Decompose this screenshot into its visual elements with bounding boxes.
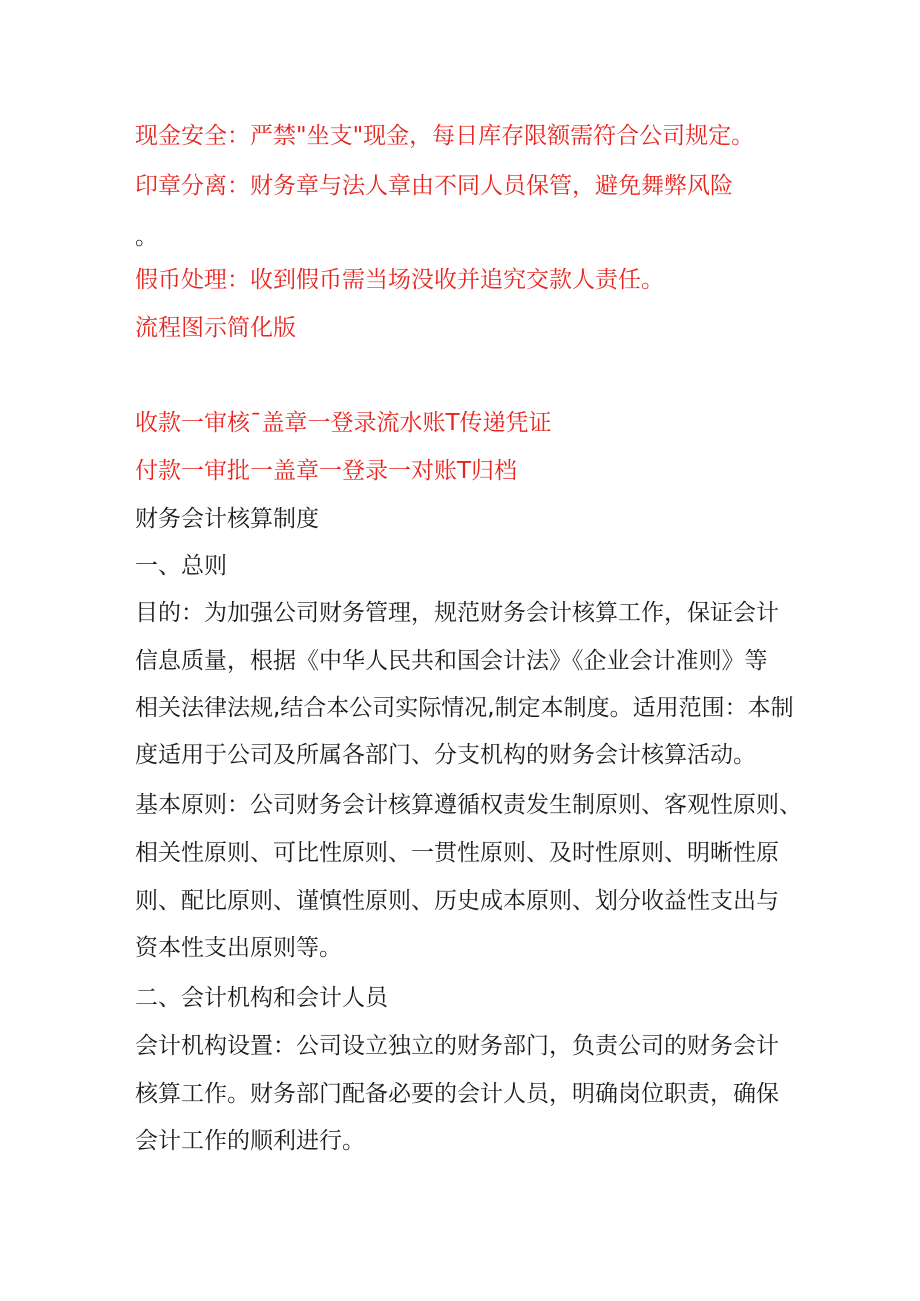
section1-heading: 一、总则 [135, 553, 227, 579]
principle-line: 资本性支出原则等。 [135, 935, 342, 961]
flow-payment-line: 付款一审批一盖章一登录一对账T归档 [135, 458, 518, 484]
section2-heading: 二、会计机构和会计人员 [135, 985, 388, 1011]
counterfeit-line: 假币处理：收到假币需当场没收并追究交款人责任。 [135, 267, 664, 293]
cash-safety-line: 现金安全：严禁"坐支"现金，每日库存限额需符合公司规定。 [135, 123, 755, 149]
purpose-line: 度适用于公司及所属各部门、分支机构的财务会计核算活动。 [135, 742, 756, 768]
purpose-line: 信息质量，根据《中华人民共和国会计法》《企业会计准则》等 [135, 648, 768, 674]
principle-line: 基本原则：公司财务会计核算遵循权责发生制原则、客观性原则、 [135, 792, 802, 818]
principle-line: 相关性原则、可比性原则、一贯性原则、及时性原则、明晰性原 [135, 840, 779, 866]
seal-separation-end: 。 [135, 224, 158, 250]
org-line: 会计工作的顺利进行。 [135, 1128, 365, 1154]
org-line: 会计机构设置：公司设立独立的财务部门，负责公司的财务会计 [135, 1033, 779, 1059]
flow-receipt-line: 收款一审核¯盖章一登录流水账T传递凭证 [135, 410, 552, 436]
seal-separation-line: 印章分离：财务章与法人章由不同人员保管，避免舞弊风险 [135, 173, 733, 199]
principle-line: 则、配比原则、谨慎性原则、历史成本原则、划分收益性支出与 [135, 888, 779, 914]
flow-title: 流程图示简化版 [135, 315, 296, 341]
org-line: 核算工作。财务部门配备必要的会计人员，明确岗位职责，确保 [135, 1081, 779, 1107]
document-title: 财务会计核算制度 [135, 506, 319, 532]
purpose-line: 相关法律法规,结合本公司实际情况,制定本制度。适用范围：本制 [135, 695, 794, 721]
purpose-line: 目的：为加强公司财务管理，规范财务会计核算工作，保证会计 [135, 600, 779, 626]
